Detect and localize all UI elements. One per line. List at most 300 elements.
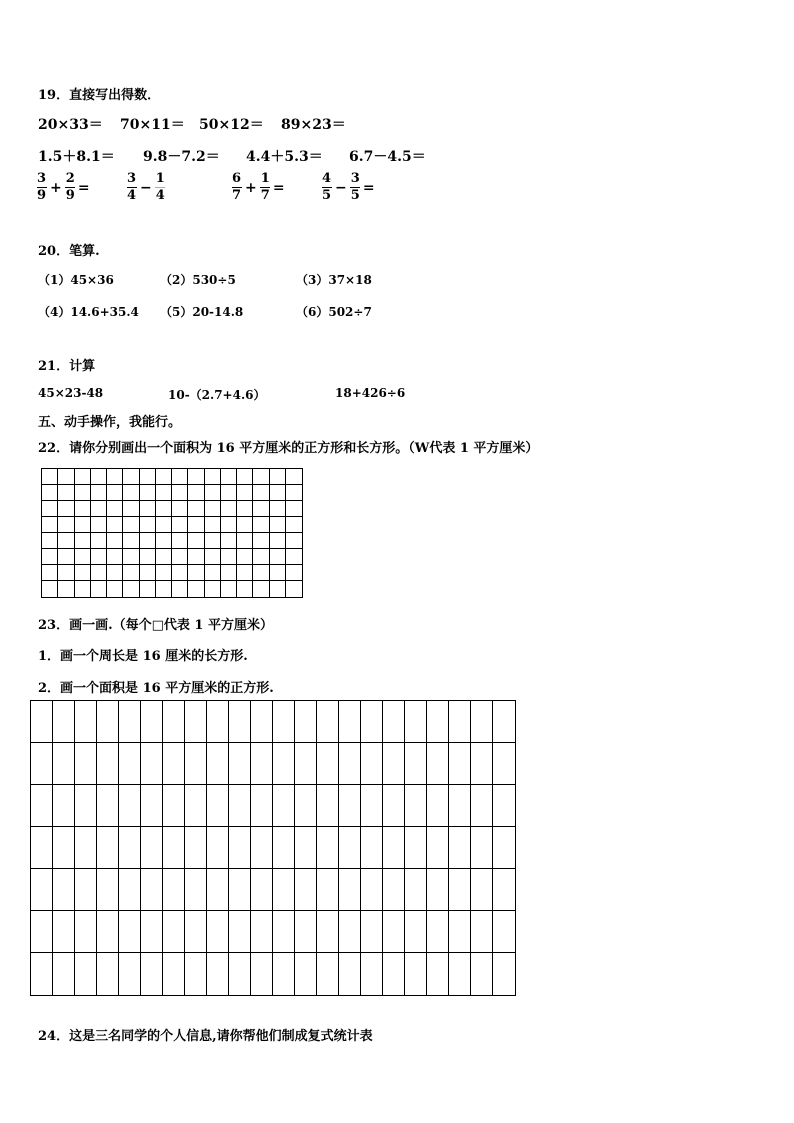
grid-cell[interactable] [361, 785, 383, 827]
grid-cell[interactable] [295, 785, 317, 827]
grid-cell[interactable] [75, 785, 97, 827]
grid-cell[interactable] [156, 581, 172, 597]
grid-cell[interactable] [119, 785, 141, 827]
grid-cell[interactable] [75, 469, 91, 485]
grid-cell[interactable] [253, 581, 269, 597]
grid-cell[interactable] [31, 953, 53, 995]
grid-cell[interactable] [493, 911, 515, 953]
q23-item-2: 2．画一个面积是 16 平方厘米的正方形. [38, 681, 274, 696]
grid-cell[interactable] [317, 953, 339, 995]
grid-cell[interactable] [163, 953, 185, 995]
grid-cell[interactable] [270, 501, 286, 517]
grid-cell[interactable] [339, 743, 361, 785]
grid-cell[interactable] [317, 911, 339, 953]
grid-cell[interactable] [339, 869, 361, 911]
grid-cell[interactable] [253, 501, 269, 517]
grid-cell[interactable] [427, 953, 449, 995]
grid-cell[interactable] [58, 565, 74, 581]
grid-cell[interactable] [119, 911, 141, 953]
grid-cell[interactable] [361, 869, 383, 911]
grid-cell[interactable] [163, 701, 185, 743]
grid-cell[interactable] [42, 533, 58, 549]
grid-cell[interactable] [75, 501, 91, 517]
grid-cell[interactable] [119, 869, 141, 911]
grid-cell[interactable] [172, 501, 188, 517]
grid-cell[interactable] [317, 869, 339, 911]
grid-cell[interactable] [253, 517, 269, 533]
grid-cell[interactable] [405, 869, 427, 911]
q19-r2-1: 1.5＋8.1＝ [38, 149, 115, 165]
grid-cell[interactable] [237, 501, 253, 517]
grid-cell[interactable] [273, 701, 295, 743]
grid-cell[interactable] [405, 953, 427, 995]
grid-cell[interactable] [58, 517, 74, 533]
grid-cell[interactable] [140, 549, 156, 565]
q19-r2-2: 9.8－7.2＝ [143, 149, 220, 165]
grid-cell[interactable] [172, 549, 188, 565]
grid-cell[interactable] [405, 785, 427, 827]
grid-cell[interactable] [286, 533, 302, 549]
grid-cell[interactable] [229, 953, 251, 995]
grid-cell[interactable] [185, 785, 207, 827]
grid-cell[interactable] [156, 485, 172, 501]
grid-cell[interactable] [405, 743, 427, 785]
grid-cell[interactable] [140, 469, 156, 485]
grid-cell[interactable] [172, 565, 188, 581]
grid-cell[interactable] [141, 953, 163, 995]
grid-cell[interactable] [123, 517, 139, 533]
grid-cell[interactable] [185, 743, 207, 785]
grid-cell[interactable] [58, 485, 74, 501]
grid-cell[interactable] [251, 953, 273, 995]
grid-cell[interactable] [91, 565, 107, 581]
grid-cell[interactable] [58, 549, 74, 565]
grid-cell[interactable] [107, 533, 123, 549]
grid-cell[interactable] [53, 827, 75, 869]
grid-cell[interactable] [273, 953, 295, 995]
q21-item-1: 45×23-48 [38, 386, 104, 400]
q19-r2-3: 4.4＋5.3＝ [246, 149, 323, 165]
grid-cell[interactable] [229, 743, 251, 785]
grid-cell[interactable] [75, 485, 91, 501]
grid-cell[interactable] [53, 743, 75, 785]
grid-cell[interactable] [42, 565, 58, 581]
grid-cell[interactable] [75, 869, 97, 911]
grid-cell[interactable] [270, 485, 286, 501]
grid-cell[interactable] [205, 517, 221, 533]
grid-cell[interactable] [205, 501, 221, 517]
fraction: $\frac{3}{4}$ [127, 171, 137, 203]
grid-cell[interactable] [361, 743, 383, 785]
grid-cell[interactable] [237, 565, 253, 581]
grid-cell[interactable] [141, 701, 163, 743]
grid-cell[interactable] [251, 701, 273, 743]
grid-cell[interactable] [273, 869, 295, 911]
grid-cell[interactable] [91, 533, 107, 549]
grid-cell[interactable] [286, 501, 302, 517]
grid-cell[interactable] [163, 869, 185, 911]
grid-cell[interactable] [427, 743, 449, 785]
grid-cell[interactable] [383, 785, 405, 827]
grid-cell[interactable] [107, 549, 123, 565]
grid-cell[interactable] [493, 827, 515, 869]
grid-cell[interactable] [339, 911, 361, 953]
grid-cell[interactable] [270, 469, 286, 485]
q22-grid[interactable] [41, 468, 303, 598]
grid-cell[interactable] [58, 469, 74, 485]
grid-cell[interactable] [31, 701, 53, 743]
grid-cell[interactable] [163, 911, 185, 953]
grid-cell[interactable] [97, 701, 119, 743]
grid-cell[interactable] [75, 517, 91, 533]
grid-cell[interactable] [253, 549, 269, 565]
grid-cell[interactable] [221, 565, 237, 581]
grid-cell[interactable] [270, 549, 286, 565]
grid-cell[interactable] [172, 517, 188, 533]
q20-title: 20．笔算. [38, 244, 100, 259]
grid-cell[interactable] [31, 827, 53, 869]
grid-cell[interactable] [449, 827, 471, 869]
grid-cell[interactable] [295, 953, 317, 995]
grid-cell[interactable] [449, 785, 471, 827]
grid-cell[interactable] [185, 911, 207, 953]
grid-cell[interactable] [237, 549, 253, 565]
grid-cell[interactable] [205, 581, 221, 597]
grid-cell[interactable] [237, 581, 253, 597]
grid-cell[interactable] [221, 533, 237, 549]
grid-cell[interactable] [97, 953, 119, 995]
grid-cell[interactable] [471, 827, 493, 869]
grid-cell[interactable] [172, 533, 188, 549]
grid-cell[interactable] [172, 469, 188, 485]
grid-cell[interactable] [449, 701, 471, 743]
grid-cell[interactable] [449, 911, 471, 953]
grid-cell[interactable] [141, 785, 163, 827]
grid-cell[interactable] [42, 485, 58, 501]
grid-cell[interactable] [91, 469, 107, 485]
q23-grid[interactable] [30, 700, 516, 996]
grid-cell[interactable] [156, 501, 172, 517]
grid-cell[interactable] [185, 701, 207, 743]
grid-cell[interactable] [273, 911, 295, 953]
grid-cell[interactable] [270, 533, 286, 549]
grid-cell[interactable] [207, 911, 229, 953]
grid-cell[interactable] [107, 517, 123, 533]
grid-cell[interactable] [471, 785, 493, 827]
grid-cell[interactable] [383, 911, 405, 953]
grid-cell[interactable] [427, 869, 449, 911]
grid-cell[interactable] [317, 743, 339, 785]
grid-cell[interactable] [140, 517, 156, 533]
grid-cell[interactable] [75, 565, 91, 581]
grid-cell[interactable] [427, 827, 449, 869]
grid-cell[interactable] [156, 469, 172, 485]
grid-cell[interactable] [253, 533, 269, 549]
grid-cell[interactable] [295, 869, 317, 911]
grid-cell[interactable] [361, 911, 383, 953]
grid-cell[interactable] [383, 827, 405, 869]
grid-cell[interactable] [383, 953, 405, 995]
grid-cell[interactable] [427, 701, 449, 743]
grid-cell[interactable] [75, 827, 97, 869]
grid-cell[interactable] [107, 565, 123, 581]
grid-cell[interactable] [471, 743, 493, 785]
grid-cell[interactable] [253, 469, 269, 485]
grid-cell[interactable] [207, 953, 229, 995]
grid-cell[interactable] [270, 581, 286, 597]
grid-cell[interactable] [53, 869, 75, 911]
grid-cell[interactable] [188, 517, 204, 533]
grid-cell[interactable] [75, 533, 91, 549]
grid-cell[interactable] [251, 827, 273, 869]
grid-cell[interactable] [383, 701, 405, 743]
grid-cell[interactable] [172, 485, 188, 501]
grid-cell[interactable] [207, 701, 229, 743]
grid-cell[interactable] [31, 743, 53, 785]
grid-cell[interactable] [141, 869, 163, 911]
grid-cell[interactable] [31, 869, 53, 911]
grid-cell[interactable] [91, 581, 107, 597]
grid-cell[interactable] [42, 501, 58, 517]
grid-cell[interactable] [53, 953, 75, 995]
grid-cell[interactable] [221, 549, 237, 565]
grid-cell[interactable] [317, 827, 339, 869]
grid-cell[interactable] [163, 827, 185, 869]
grid-cell[interactable] [188, 469, 204, 485]
grid-cell[interactable] [405, 701, 427, 743]
grid-cell[interactable] [449, 869, 471, 911]
grid-cell[interactable] [58, 533, 74, 549]
grid-cell[interactable] [493, 701, 515, 743]
grid-cell[interactable] [123, 469, 139, 485]
grid-cell[interactable] [123, 549, 139, 565]
grid-cell[interactable] [253, 565, 269, 581]
grid-cell[interactable] [229, 869, 251, 911]
grid-cell[interactable] [141, 911, 163, 953]
grid-cell[interactable] [205, 485, 221, 501]
grid-cell[interactable] [75, 701, 97, 743]
grid-cell[interactable] [123, 533, 139, 549]
grid-cell[interactable] [339, 785, 361, 827]
grid-cell[interactable] [207, 869, 229, 911]
q23-title: 23．画一画.（每个□代表 1 平方厘米） [38, 618, 273, 633]
grid-cell[interactable] [107, 501, 123, 517]
grid-cell[interactable] [156, 517, 172, 533]
grid-cell[interactable] [251, 911, 273, 953]
grid-cell[interactable] [205, 469, 221, 485]
grid-cell[interactable] [123, 581, 139, 597]
grid-cell[interactable] [237, 469, 253, 485]
grid-cell[interactable] [188, 533, 204, 549]
grid-cell[interactable] [207, 827, 229, 869]
grid-cell[interactable] [141, 743, 163, 785]
grid-cell[interactable] [449, 953, 471, 995]
grid-cell[interactable] [205, 565, 221, 581]
grid-cell[interactable] [141, 827, 163, 869]
grid-cell[interactable] [123, 565, 139, 581]
grid-cell[interactable] [295, 743, 317, 785]
grid-cell[interactable] [286, 469, 302, 485]
grid-cell[interactable] [75, 953, 97, 995]
grid-cell[interactable] [361, 827, 383, 869]
grid-cell[interactable] [205, 549, 221, 565]
grid-cell[interactable] [427, 785, 449, 827]
grid-cell[interactable] [286, 581, 302, 597]
grid-cell[interactable] [107, 581, 123, 597]
grid-cell[interactable] [286, 565, 302, 581]
grid-cell[interactable] [140, 533, 156, 549]
grid-cell[interactable] [361, 701, 383, 743]
grid-cell[interactable] [42, 469, 58, 485]
grid-cell[interactable] [229, 701, 251, 743]
grid-cell[interactable] [270, 517, 286, 533]
grid-cell[interactable] [229, 911, 251, 953]
grid-cell[interactable] [229, 827, 251, 869]
grid-cell[interactable] [107, 485, 123, 501]
grid-cell[interactable] [42, 517, 58, 533]
grid-cell[interactable] [97, 911, 119, 953]
grid-cell[interactable] [53, 785, 75, 827]
q20-item-1: （1）45×36 [38, 273, 114, 287]
grid-cell[interactable] [140, 565, 156, 581]
grid-cell[interactable] [156, 533, 172, 549]
grid-cell[interactable] [58, 501, 74, 517]
grid-cell[interactable] [207, 743, 229, 785]
grid-cell[interactable] [205, 533, 221, 549]
grid-cell[interactable] [156, 549, 172, 565]
grid-cell[interactable] [119, 743, 141, 785]
grid-cell[interactable] [253, 485, 269, 501]
grid-cell[interactable] [163, 743, 185, 785]
grid-cell[interactable] [123, 485, 139, 501]
grid-cell[interactable] [163, 785, 185, 827]
grid-cell[interactable] [188, 549, 204, 565]
grid-cell[interactable] [471, 701, 493, 743]
grid-cell[interactable] [172, 581, 188, 597]
fraction: $\frac{1}{4}$ [155, 171, 165, 203]
grid-cell[interactable] [42, 581, 58, 597]
grid-cell[interactable] [97, 827, 119, 869]
grid-cell[interactable] [221, 501, 237, 517]
grid-cell[interactable] [251, 743, 273, 785]
grid-cell[interactable] [471, 953, 493, 995]
grid-cell[interactable] [405, 827, 427, 869]
q19-frac-3: $\frac{6}{7}$ + $\frac{1}{7}$ = [232, 171, 285, 203]
grid-cell[interactable] [97, 743, 119, 785]
grid-cell[interactable] [295, 911, 317, 953]
fraction: $\frac{4}{5}$ [322, 171, 332, 203]
grid-cell[interactable] [91, 485, 107, 501]
grid-cell[interactable] [295, 701, 317, 743]
grid-cell[interactable] [188, 565, 204, 581]
grid-cell[interactable] [229, 785, 251, 827]
grid-cell[interactable] [251, 785, 273, 827]
grid-cell[interactable] [119, 701, 141, 743]
grid-cell[interactable] [286, 485, 302, 501]
grid-cell[interactable] [140, 485, 156, 501]
grid-cell[interactable] [207, 785, 229, 827]
grid-cell[interactable] [140, 501, 156, 517]
grid-cell[interactable] [317, 785, 339, 827]
grid-cell[interactable] [317, 701, 339, 743]
grid-cell[interactable] [449, 743, 471, 785]
grid-cell[interactable] [75, 743, 97, 785]
grid-cell[interactable] [91, 517, 107, 533]
grid-cell[interactable] [58, 581, 74, 597]
grid-cell[interactable] [140, 581, 156, 597]
grid-cell[interactable] [361, 953, 383, 995]
q21-title: 21．计算 [38, 359, 96, 374]
grid-cell[interactable] [53, 911, 75, 953]
grid-cell[interactable] [493, 743, 515, 785]
grid-cell[interactable] [237, 517, 253, 533]
grid-cell[interactable] [251, 869, 273, 911]
grid-cell[interactable] [221, 485, 237, 501]
grid-cell[interactable] [31, 785, 53, 827]
grid-cell[interactable] [53, 701, 75, 743]
grid-cell[interactable] [471, 911, 493, 953]
grid-cell[interactable] [188, 485, 204, 501]
grid-cell[interactable] [383, 743, 405, 785]
grid-cell[interactable] [107, 469, 123, 485]
grid-cell[interactable] [383, 869, 405, 911]
grid-cell[interactable] [188, 501, 204, 517]
grid-cell[interactable] [119, 827, 141, 869]
q21-item-2: 10-（2.7+4.6） [168, 388, 266, 402]
grid-cell[interactable] [75, 911, 97, 953]
grid-cell[interactable] [286, 517, 302, 533]
grid-cell[interactable] [188, 581, 204, 597]
grid-cell[interactable] [185, 869, 207, 911]
grid-cell[interactable] [185, 953, 207, 995]
grid-cell[interactable] [97, 785, 119, 827]
grid-cell[interactable] [471, 869, 493, 911]
grid-cell[interactable] [273, 827, 295, 869]
grid-cell[interactable] [286, 549, 302, 565]
grid-cell[interactable] [185, 827, 207, 869]
grid-cell[interactable] [405, 911, 427, 953]
grid-cell[interactable] [237, 485, 253, 501]
grid-cell[interactable] [75, 549, 91, 565]
grid-cell[interactable] [91, 549, 107, 565]
grid-cell[interactable] [493, 785, 515, 827]
q20-item-2: （2）530÷5 [160, 273, 236, 287]
grid-cell[interactable] [339, 701, 361, 743]
grid-cell[interactable] [493, 953, 515, 995]
grid-cell[interactable] [339, 953, 361, 995]
grid-cell[interactable] [123, 501, 139, 517]
grid-cell[interactable] [91, 501, 107, 517]
grid-cell[interactable] [97, 869, 119, 911]
grid-cell[interactable] [31, 911, 53, 953]
grid-cell[interactable] [221, 581, 237, 597]
grid-cell[interactable] [273, 743, 295, 785]
grid-cell[interactable] [295, 827, 317, 869]
grid-cell[interactable] [42, 549, 58, 565]
grid-cell[interactable] [273, 785, 295, 827]
grid-cell[interactable] [75, 581, 91, 597]
grid-cell[interactable] [270, 565, 286, 581]
grid-cell[interactable] [221, 517, 237, 533]
grid-cell[interactable] [156, 565, 172, 581]
grid-cell[interactable] [221, 469, 237, 485]
grid-cell[interactable] [427, 911, 449, 953]
fraction: $\frac{3}{9}$ [37, 171, 47, 203]
grid-cell[interactable] [119, 953, 141, 995]
grid-cell[interactable] [493, 869, 515, 911]
grid-cell[interactable] [339, 827, 361, 869]
grid-cell[interactable] [237, 533, 253, 549]
